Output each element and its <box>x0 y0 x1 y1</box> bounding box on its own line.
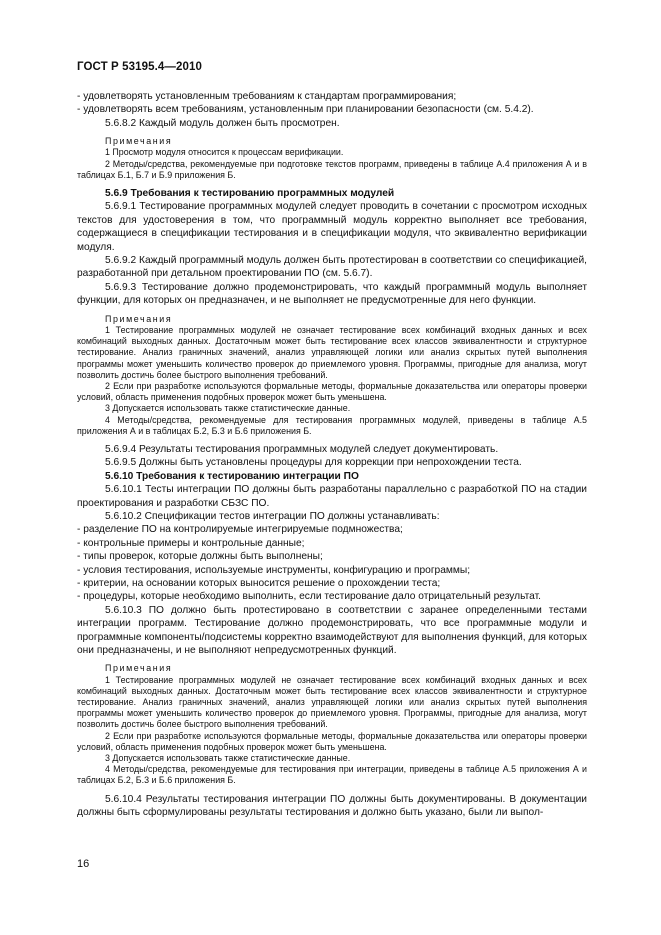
paragraph: - контрольные примеры и контрольные данные; <box>77 537 305 549</box>
paragraph: - критерии, на основании которых выносится решение о прохождении теста; <box>77 577 441 589</box>
paragraph: 5.6.9.3 Тестирование должно продемонстрировать, что каждый программный модуль выполняет функции, для которых он предназначен, и не выполняет не предусмотренные для него функции. <box>77 281 587 307</box>
notes-title: Примечания <box>105 313 173 324</box>
paragraph: - условия тестирования, используемые инструменты, конфигурацию и программы; <box>77 564 471 576</box>
paragraph: 5.6.10.4 Результаты тестирования интеграции ПО должны быть документированы. В документации должны быть сформулированы результаты тестирования и должно быть указано, были ли выпол- <box>77 793 587 819</box>
note-item: 1 Тестирование программных модулей не означает тестирование всех комбинаций входных данных и всех комбинаций выходных данных. Достаточным может быть тестирование всех классов эквивалентности и структурное тестирование. Анализ граничных значений, анализ управляющей логики или анализ скрытых путей выполнения программы может уменьшить количество проверок до приемлемого уровня. Программы, пригодные для анализа, могут позволить достичь более быстрого выполнения требований. <box>77 324 587 380</box>
paragraph: 5.6.9.1 Тестирование программных модулей следует проводить в сочетании с просмотром исходных текстов для удостоверения в том, что программный модуль корректно выполняет все требования, содержащиеся в спецификации тестирования и в спецификации модуля, что эквивалентно верификации модуля. <box>77 201 587 253</box>
paragraph: 5.6.8.2 Каждый модуль должен быть просмотрен. <box>105 117 340 129</box>
note-item: 3 Допускается использовать также статистические данные. <box>105 753 351 764</box>
paragraph: - типы проверок, которые должны быть выполнены; <box>77 551 323 563</box>
note-item: 1 Тестирование программных модулей не означает тестирование всех комбинаций входных данных и всех комбинаций выходных данных. Достаточным может быть тестирование всех классов эквивалентности и структурное тестирование. Анализ граничных значений, анализ управляющей логики или анализ скрытых путей выполнения программы может уменьшить количество проверок до приемлемого уровня. Программы, пригодные для анализа, могут позволить достичь более быстрого выполнения требований. <box>77 674 587 730</box>
document-header: ГОСТ Р 53195.4—2010 <box>77 61 202 73</box>
paragraph: - разделение ПО на контролируемые интегрируемые подмножества; <box>77 524 403 536</box>
paragraph: 5.6.9.2 Каждый программный модуль должен быть протестирован в соответствии со спецификацией, разработанной при детальном проектировании ПО (см. 5.6.7). <box>77 255 587 280</box>
paragraph: 5.6.10.3 ПО должно быть протестировано в соответствии с заранее определенными тестами интеграции программ. Тестирование должно продемонстрировать, что все программные модули и программные компоненты/подсистемы корректно взаимодействуют для выполнения функций, для которых они предназначены, и не выполняют непредусмотренных функций. <box>77 604 587 657</box>
paragraph: 5.6.9.5 Должны быть установлены процедуры для коррекции при непрохождении теста. <box>105 457 522 469</box>
note-item: 1 Просмотр модуля относится к процессам верификации. <box>105 147 344 158</box>
section-heading: 5.6.9 Требования к тестированию программных модулей <box>105 188 395 200</box>
note-item: 2 Если при разработке используются формальные методы, формальные доказательства или операторы проверки условий, область применения подобных проверок может быть уменьшена. <box>77 380 587 403</box>
paragraph: - удовлетворять всем требованиям, установленным при планировании безопасности (см. 5.4.2). <box>77 104 534 116</box>
paragraph: 5.6.10.1 Тесты интеграции ПО должны быть разработаны параллельно с разработкой ПО на стадии проектирования и разработки СБЗС ПО. <box>77 484 587 509</box>
note-item: 4 Методы/средства, рекомендуемые для тестирования при интеграции, приведены в таблице А.5 приложения А и таблицах Б.2, Б.3 и Б.6 приложения Б. <box>77 764 587 786</box>
document-body <box>77 90 587 819</box>
page-number: 16 <box>77 858 90 870</box>
notes-title: Примечания <box>105 663 173 674</box>
section-heading: 5.6.10 Требования к тестированию интеграции ПО <box>105 470 359 482</box>
paragraph: 5.6.10.2 Спецификации тестов интеграции ПО должны устанавливать: <box>105 510 440 522</box>
paragraph: 5.6.9.4 Результаты тестирования программных модулей следует документировать. <box>105 443 499 455</box>
note-item: 2 Если при разработке используются формальные методы, формальные доказательства или операторы проверки условий, область применения подобных проверок может быть уменьшена. <box>77 730 587 752</box>
note-item: 4 Методы/средства, рекомендуемые для тестирования программных модулей, приведены в таблице А.5 приложения А и в таблицах Б.2, Б.3 и Б.6 приложения Б. <box>77 414 587 436</box>
note-item: 2 Методы/средства, рекомендуемые при подготовке текстов программ, приведены в таблице А.4 приложения А и в таблицах Б.1, Б.7 и Б.9 приложения Б. <box>77 158 587 180</box>
notes-title: Примечания <box>105 136 173 147</box>
paragraph: - процедуры, которые необходимо выполнить, если тестирование дало отрицательный результат. <box>77 591 541 603</box>
note-item: 3 Допускается использовать также статистические данные. <box>105 403 351 414</box>
paragraph: - удовлетворять установленным требованиям к стандартам программирования; <box>77 91 457 102</box>
